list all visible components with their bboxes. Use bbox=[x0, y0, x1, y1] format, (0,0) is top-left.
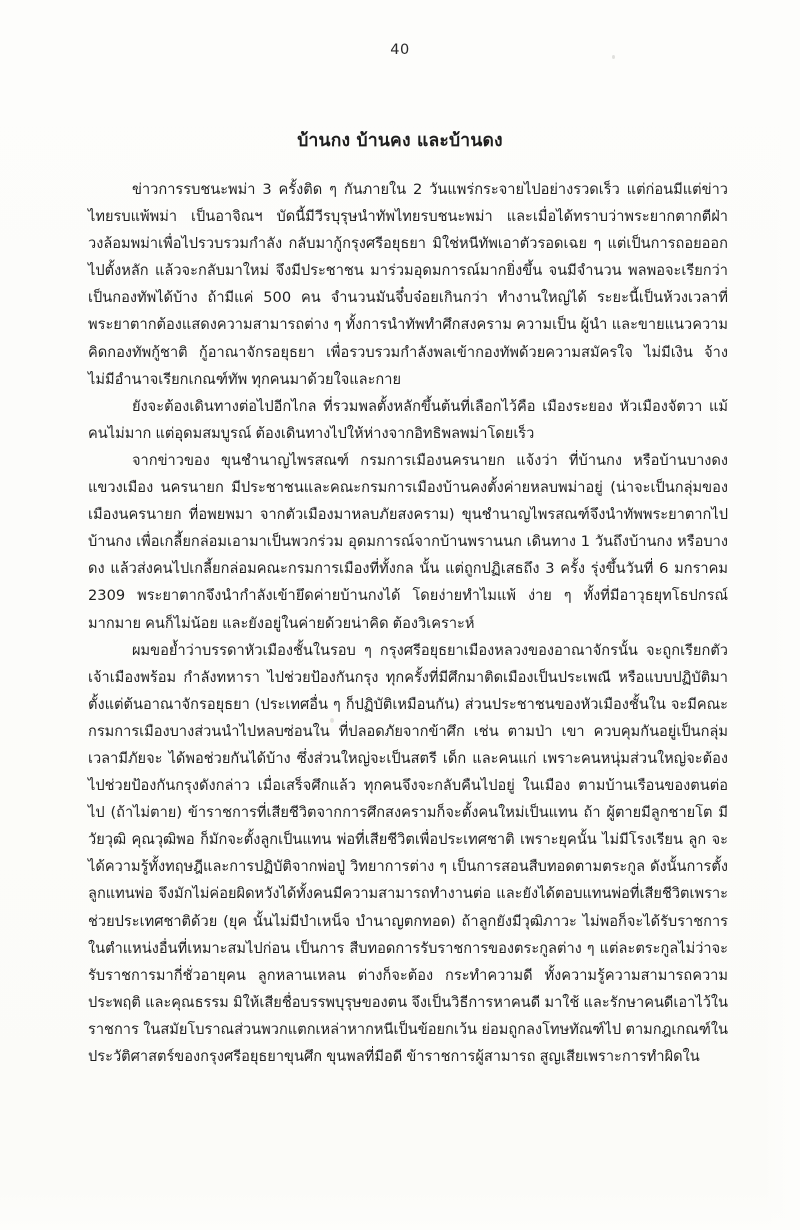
scan-bottom-fade bbox=[0, 1190, 800, 1230]
scan-edge-fade bbox=[764, 0, 800, 1230]
paragraph: จากข่าวของ ขุนชำนาญไพรสณฑ์ กรมการเมืองนครนายก แจ้งว่า ที่บ้านกง หรือบ้านบางดง แขวงเมือง นครนายก มีประชาชนและคณะกรมการเมืองบ้านคงตั้งค่ายหลบพม่าอยู่ (น่าจะเป็นกลุ่มของเมืองนครนายก ที่อพยพมา จากตัวเมืองมาหลบภัยสงคราม) ขุนชำนาญไพรสณฑ์จึงนำทัพพระยาตากไปบ้านกง เพื่อเกลี้ยกล่อมเอามาเป็นพวกร่วม อุดมการณ์จากบ้านพรานนก เดินทาง 1 วันถึงบ้านกง หรือบางดง แล้วส่งคนไปเกลี้ยกล่อมคณะกรมการเมืองที่ทั้งกล นั้น แต่ถูกปฏิเสธถึง 3 ครั้ง รุ่งขึ้นวันที่ 6 มกราคม 2309 พระยาตากจึงนำกำลังเข้ายึดค่ายบ้านกงได้ โดยง่ายทำไมแพ้ ง่าย ๆ ทั้งที่มีอาวุธยุทโธปกรณ์มากมาย คนก็ไม่น้อย และยังอยู่ในค่ายด้วยน่าคิด ต้องวิเคราะห์ bbox=[88, 451, 728, 632]
paragraph: ยังจะต้องเดินทางต่อไปอีกไกล ที่รวมพลตั้งหลักขึ้นต้นที่เลือกไว้คือ เมืองระยอง หัวเมืองจัตวา แม้คนไม่มาก แต่อุดมสมบูรณ์ ต้องเดินทางไปให้ห่างจากอิทธิพลพม่าโดยเร็ว bbox=[88, 397, 728, 442]
paragraph: ข่าวการรบชนะพม่า 3 ครั้งติด ๆ กันภายใน 2 วันแพร่กระจายไปอย่างรวดเร็ว แต่ก่อนมีแต่ข่าวไทยรบแพ้พม่า เป็นอาจิณฯ บัดนี้มีวีรบุรุษนำทัพไทยรบชนะพม่า และเมื่อได้ทราบว่าพระยากตากตีฝ่าวงล้อมพม่าเพื่อไปรวบรวมกำลัง กลับมากู้กรุงศรีอยุธยา มิใช่หนีทัพเอาตัวรอดเฉย ๆ แต่เป็นการถอยออกไปตั้งหลัก แล้วจะกลับมาใหม่ จึงมีประชาชน มาร่วมอุดมการณ์มากยิ่งขึ้น จนมีจำนวน พลพอจะเรียกว่าเป็นกองทัพได้บ้าง ถ้ามีแค่ 500 คน จำนวนมันจึ๋บจ๋อยเกินกว่า ทำงานใหญ่ได้ ระยะนี้เป็นห้วงเวลาที่พระยาตากต้องแสดงความสามารถต่าง ๆ ทั้งการนำทัพทำศึกสงคราม ความเป็น ผู้นำ และขายแนวความคิดกองทัพกู้ชาติ กู้อาณาจักรอยุธยา เพื่อรวบรวมกำลังพลเข้ากองทัพด้วยความสมัครใจ ไม่มีเงิน จ้าง ไม่มีอำนาจเรียกเกณฑ์ทัพ ทุกคนมาด้วยใจและกาย bbox=[88, 181, 728, 388]
page-number: 40 bbox=[390, 42, 410, 58]
paragraph: ผมขอย้ำว่าบรรดาหัวเมืองชั้นในรอบ ๆ กรุงศรีอยุธยาเมืองหลวงของอาณาจักรนั้น จะถูกเรียกตัวเจ้าเมืองพร้อม กำลังทหารา ไปช่วยป้องกันกรุง ทุกครั้งที่มีศึกมาติดเมืองเป็นประเพณี หรือแบบปฏิบัติมาตั้งแต่ต้นอาณาจักรอยุธยา (ประเทศอื่น ๆ ก็ปฏิบัติเหมือนกัน) ส่วนประชาชนของหัวเมืองชั้นใน จะมีคณะกรมการเมืองบางส่วนนำไปหลบซ่อนใน ที่ปลอดภัยจากข้าศึก เช่น ตามป่า เขา ควบคุมกันอยู่เป็นกลุ่ม เวลามีภัยจะ ได้พอช่วยกันได้บ้าง ซึ่งส่วนใหญ่จะเป็นสตรี เด็ก และคนแก่ เพราะคนหนุ่มส่วนใหญ่จะต้องไปช่วยป้องกันกรุงดังกล่าว เมื่อเสร็จศึกแล้ว ทุกคนจึงจะกลับคืนไปอยู่ ในเมือง ตามบ้านเรือนของตนต่อไป (ถ้าไม่ตาย) ข้าราชการที่เสียชีวิตจากการศึกสงครามก็จะตั้งคนใหม่เป็นแทน ถ้า ผู้ตายมีลูกชายโต มีวัยวุฒิ คุณวุฒิพอ ก็มักจะตั้งลูกเป็นแทน พ่อที่เสียชีวิตเพื่อประเทศชาติ เพราะยุคนั้น ไม่มีโรงเรียน ลูก จะได้ความรู้ทั้งทฤษฎีและการปฏิบัติจากพ่อปู่ วิทยาการต่าง ๆ เป็นการสอนสืบทอดตามตระกูล ดังนั้นการตั้งลูกแทนพ่อ จึงมักไม่ค่อยผิดหวังได้ทั้งคนมีความสามารถทำงานต่อ และยังได้ตอบแทนพ่อที่เสียชีวิตเพราะช่วยประเทศชาติด้วย (ยุค นั้นไม่มีบำเหน็จ บำนาญตกทอด) ถ้าลูกยังมีวุฒิภาวะ ไม่พอก็จะได้รับราชการในตำแหน่งอื่นที่เหมาะสมไปก่อน เป็นการ สืบทอดการรับราชการของตระกูลต่าง ๆ แต่ละตระกูลไม่ว่าจะรับราชการมากี่ชั่วอายุคน ลูกหลานเหลน ต่างก็จะต้อง กระทำความดี ทั้งความรู้ความสามารถความประพฤติ และคุณธรรม มิให้เสียชื่อบรรพบุรุษของตน จึงเป็นวิธีการหาคนดี มาใช้ และรักษาคนดีเอาไว้ในราชการ ในสมัยโบราณส่วนพวกแตกเหล่าหากหนีเป็นข้อยกเว้น ย่อมถูกลงโทษทัณฑ์ไป ตามกฎเกณฑ์ในประวัติศาสตร์ของกรุงศรีอยุธยาขุนศึก ขุนพลที่มีอดี ข้าราชการผู้สามารถ สูญเสียเพราะการทำผิดใน bbox=[88, 641, 728, 1065]
scan-speck bbox=[612, 55, 615, 59]
document-body bbox=[88, 176, 728, 1070]
page-title: บ้านกง บ้านคง และบ้านดง bbox=[297, 131, 503, 151]
